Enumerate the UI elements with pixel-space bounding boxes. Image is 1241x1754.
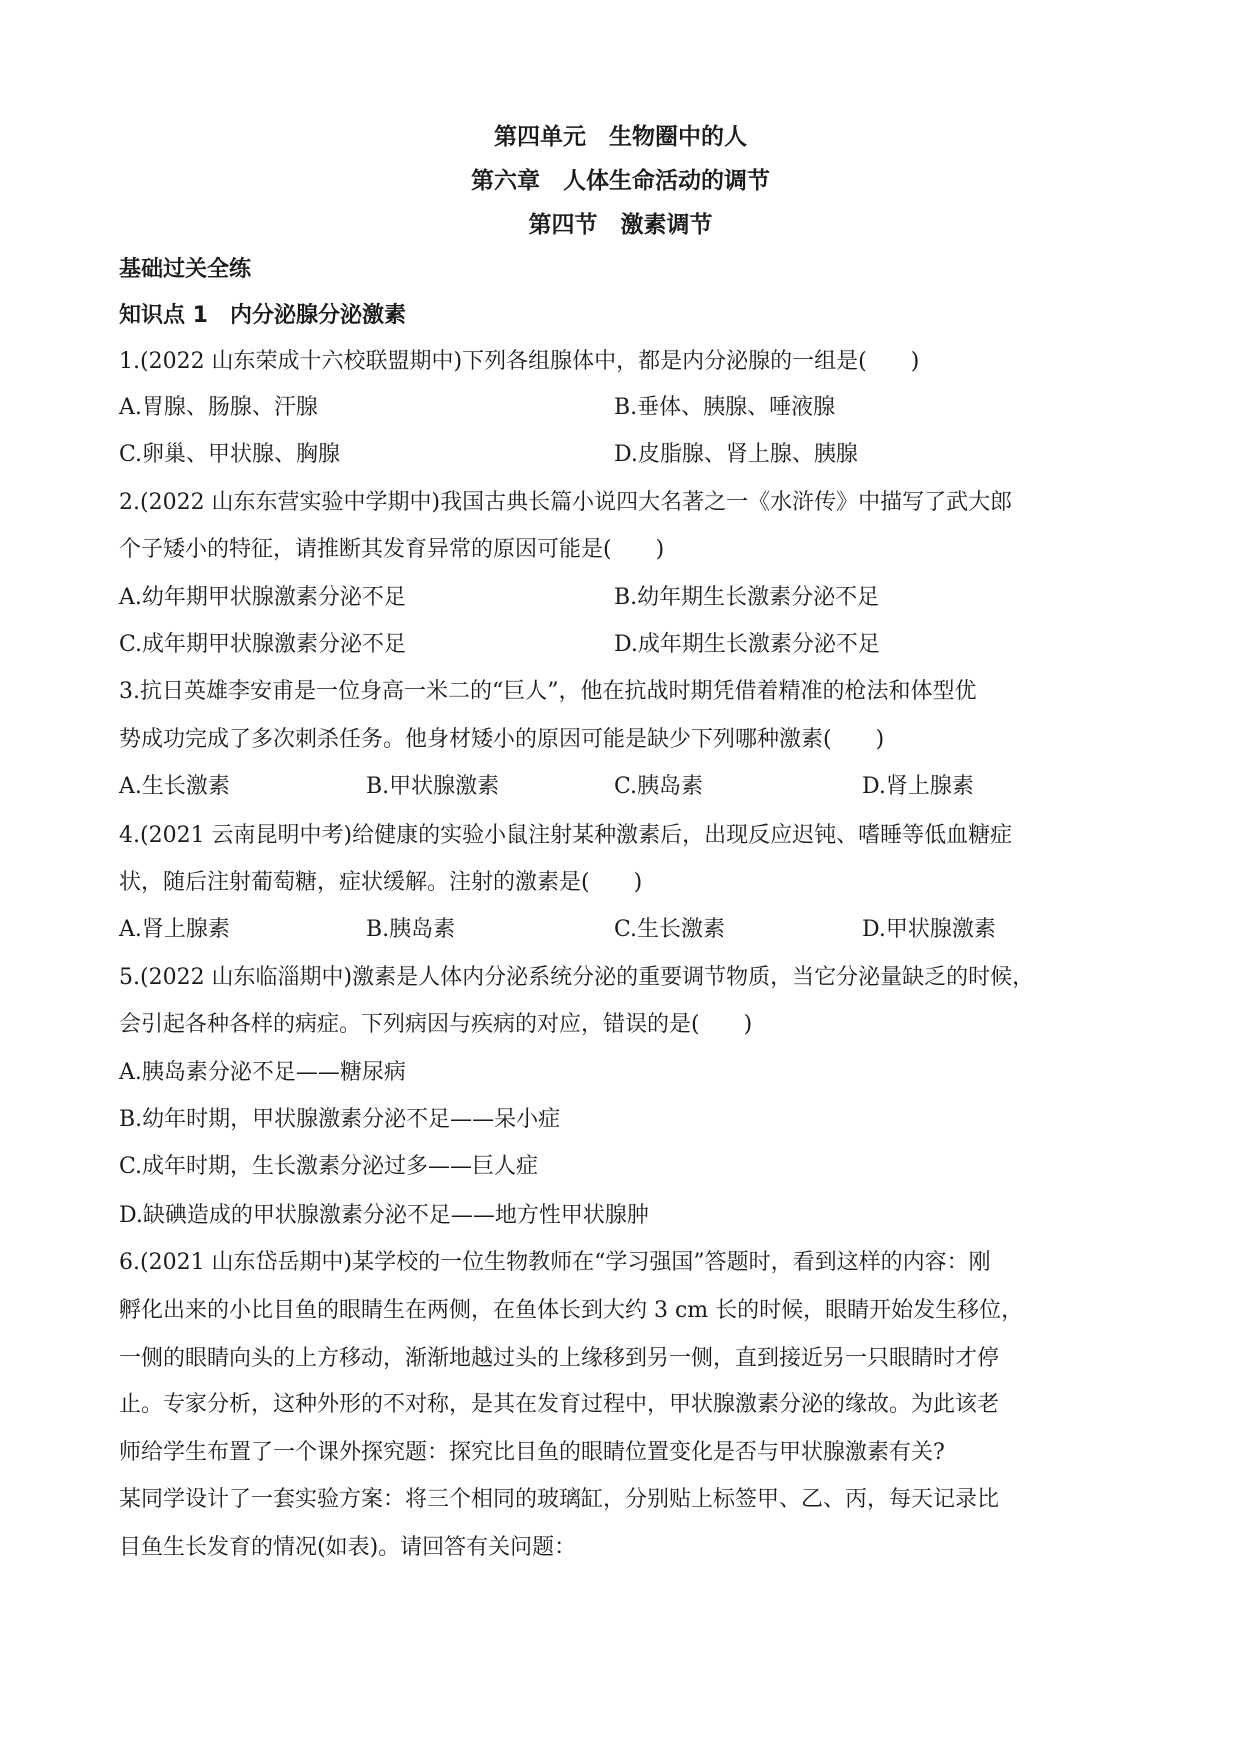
question-6-line-3: 一侧的眼睛向头的上方移动，渐渐地越过头的上缘移到另一侧，直到接近另一只眼睛时才停 xyxy=(119,1346,1000,1371)
question-6-line-7: 目鱼生长发育的情况(如表)。请回答有关问题： xyxy=(119,1535,577,1560)
question-5-option-a: A.胰岛素分泌不足——糖尿病 xyxy=(119,1060,406,1085)
question-1-stem: 1.(2022 山东荣成十六校联盟期中)下列各组腺体中，都是内分泌腺的一组是( ) xyxy=(119,349,920,374)
question-3-option-d: D.肾上腺素 xyxy=(862,774,974,799)
question-1-option-a: A.胃腺、肠腺、汗腺 xyxy=(119,395,318,420)
question-5-option-b: B.幼年时期，甲状腺激素分泌不足——呆小症 xyxy=(119,1107,561,1132)
question-6-line-1: 6.(2021 山东岱岳期中)某学校的一位生物教师在“学习强国”答题时，看到这样的内容：刚 xyxy=(119,1250,991,1275)
question-2-option-d: D.成年期生长激素分泌不足 xyxy=(614,632,880,657)
question-3-option-c: C.胰岛素 xyxy=(614,774,704,799)
question-5-stem-line-1: 5.(2022 山东临淄期中)激素是人体内分泌系统分泌的重要调节物质，当它分泌量缺乏的时候， xyxy=(119,965,1035,990)
question-6-line-6: 某同学设计了一套实验方案：将三个相同的玻璃缸，分别贴上标签甲、乙、丙，每天记录比 xyxy=(119,1487,1000,1512)
practice-heading: 基础过关全练 xyxy=(119,257,252,282)
question-2-stem-line-1: 2.(2022 山东东营实验中学期中)我国古典长篇小说四大名著之一《水浒传》中描写了武大郎 xyxy=(119,490,1013,515)
question-4-stem-line-1: 4.(2021 云南昆明中考)给健康的实验小鼠注射某种激素后，出现反应迟钝、嗜睡等低血糖症 xyxy=(119,823,1013,848)
question-4-option-d: D.甲状腺激素 xyxy=(862,917,996,942)
chapter-title: 第六章 人体生命活动的调节 xyxy=(471,168,770,194)
question-5-option-d: D.缺碘造成的甲状腺激素分泌不足——地方性甲状腺肿 xyxy=(119,1203,649,1228)
question-4-option-a: A.肾上腺素 xyxy=(119,917,230,942)
question-2-option-c: C.成年期甲状腺激素分泌不足 xyxy=(119,632,407,657)
question-6-line-5: 师给学生布置了一个课外探究题：探究比目鱼的眼睛位置变化是否与甲状腺激素有关? xyxy=(119,1440,945,1465)
knowledge-point-heading: 知识点 1 内分泌腺分泌激素 xyxy=(119,303,406,328)
question-2-option-b: B.幼年期生长激素分泌不足 xyxy=(614,585,880,610)
question-6-line-2: 孵化出来的小比目鱼的眼睛生在两侧，在鱼体长到大约 3 cm 长的时候，眼睛开始发生移位， xyxy=(119,1298,1024,1323)
question-5-option-c: C.成年时期，生长激素分泌过多——巨人症 xyxy=(119,1154,539,1179)
question-1-option-b: B.垂体、胰腺、唾液腺 xyxy=(614,395,836,420)
question-3-option-b: B.甲状腺激素 xyxy=(366,774,500,799)
question-5-stem-line-2: 会引起各种各样的病症。下列病因与疾病的对应，错误的是( ) xyxy=(119,1012,753,1037)
question-4-stem-line-2: 状，随后注射葡萄糖，症状缓解。注射的激素是( ) xyxy=(119,870,643,895)
question-6-line-4: 止。专家分析，这种外形的不对称，是其在发育过程中，甲状腺激素分泌的缘故。为此该老 xyxy=(119,1392,1000,1417)
question-4-option-b: B.胰岛素 xyxy=(366,917,456,942)
question-3-stem-line-1: 3.抗日英雄李安甫是一位身高一米二的“巨人”，他在抗战时期凭借着精准的枪法和体型优 xyxy=(119,679,977,704)
question-1-option-c: C.卵巢、甲状腺、胸腺 xyxy=(119,442,341,467)
question-2-stem-line-2: 个子矮小的特征，请推断其发育异常的原因可能是( ) xyxy=(119,537,665,562)
question-4-option-c: C.生长激素 xyxy=(614,917,726,942)
section-title: 第四节 激素调节 xyxy=(528,212,713,238)
question-1-option-d: D.皮脂腺、肾上腺、胰腺 xyxy=(614,442,858,467)
unit-title: 第四单元 生物圈中的人 xyxy=(494,124,747,150)
question-3-option-a: A.生长激素 xyxy=(119,774,230,799)
question-3-stem-line-2: 势成功完成了多次刺杀任务。他身材矮小的原因可能是缺少下列哪种激素( ) xyxy=(119,727,885,752)
question-2-option-a: A.幼年期甲状腺激素分泌不足 xyxy=(119,585,406,610)
